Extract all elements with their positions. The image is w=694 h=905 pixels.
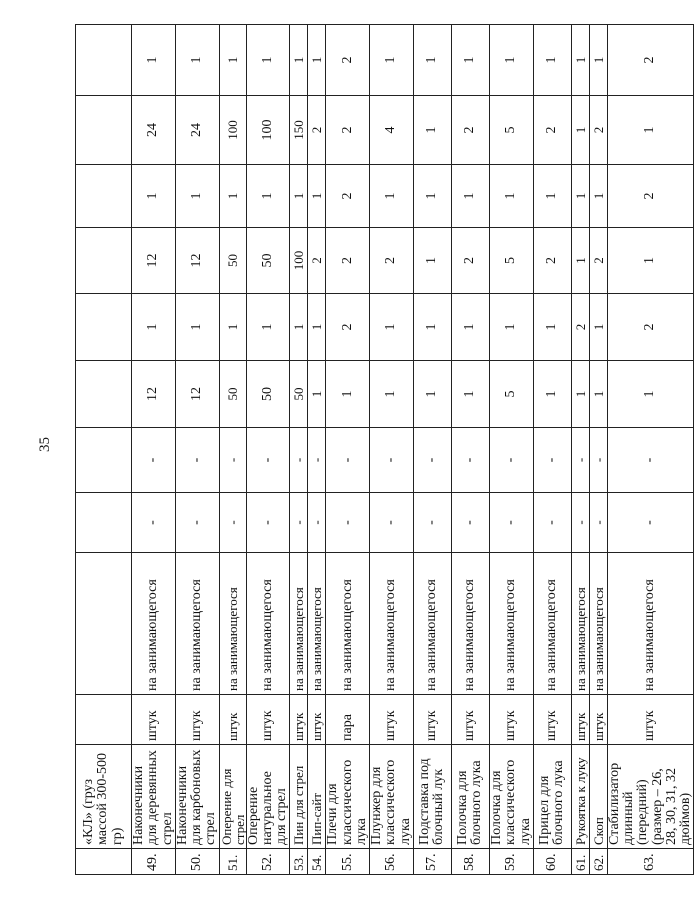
- cell-row-number: 62.: [589, 849, 607, 875]
- cell-col-8: 1: [413, 25, 451, 96]
- cell-unit: штук: [308, 695, 326, 745]
- cell-col-7: 24: [175, 96, 219, 165]
- cell-col-6: 1: [308, 165, 326, 228]
- cell-col-8: 1: [571, 25, 589, 96]
- cell-item-name: Наконечники для карбоновых стрел: [175, 745, 219, 849]
- cell-col-7: 2: [533, 96, 571, 165]
- table-row: [219, 25, 246, 875]
- cell-col-1: -: [589, 493, 607, 553]
- cell-col-7: 150: [290, 96, 308, 165]
- table-row: [589, 25, 607, 875]
- cell-col-2: -: [246, 428, 290, 493]
- cell-row-number: 51.: [219, 849, 246, 875]
- cell-col-8: 1: [451, 25, 489, 96]
- cell-col-8: 1: [533, 25, 571, 96]
- cell-item-name: Полочка для классического лука: [489, 745, 533, 849]
- cell-col-4: 1: [451, 294, 489, 361]
- page-number: 35: [37, 437, 53, 452]
- cell-col-4: 1: [132, 294, 176, 361]
- cell-col-7: 1: [607, 96, 694, 165]
- cell-empty: [76, 25, 132, 96]
- cell-item-name: Оперение натуральное для стрел: [246, 745, 290, 849]
- cell-row-number: 58.: [451, 849, 489, 875]
- cell-unit: штук: [413, 695, 451, 745]
- cell-col-2: -: [132, 428, 176, 493]
- cell-col-4: 1: [219, 294, 246, 361]
- cell-col-2: -: [290, 428, 308, 493]
- table-row: [246, 25, 290, 875]
- cell-col-2: -: [175, 428, 219, 493]
- cell-col-8: 1: [219, 25, 246, 96]
- cell-col-5: 5: [489, 228, 533, 294]
- cell-col-2: -: [219, 428, 246, 493]
- cell-col-5: 1: [571, 228, 589, 294]
- cell-basis: на занимающегося: [589, 553, 607, 695]
- cell-col-2: -: [370, 428, 414, 493]
- cell-unit: штук: [246, 695, 290, 745]
- cell-col-3: 1: [326, 361, 370, 428]
- cell-unit: пара: [326, 695, 370, 745]
- cell-col-4: 1: [489, 294, 533, 361]
- cell-row-number: 50.: [175, 849, 219, 875]
- cell-col-5: 100: [290, 228, 308, 294]
- cell-col-6: 1: [132, 165, 176, 228]
- cell-col-1: -: [132, 493, 176, 553]
- cell-col-1: -: [571, 493, 589, 553]
- cell-empty: [76, 228, 132, 294]
- cell-col-8: 1: [132, 25, 176, 96]
- cell-col-1: -: [219, 493, 246, 553]
- cell-col-5: 2: [308, 228, 326, 294]
- cell-row-number: 59.: [489, 849, 533, 875]
- cell-col-1: -: [175, 493, 219, 553]
- cell-col-5: 12: [132, 228, 176, 294]
- cell-col-2: -: [326, 428, 370, 493]
- cell-col-7: 4: [370, 96, 414, 165]
- cell-col-8: 2: [326, 25, 370, 96]
- cell-row-number: 49.: [132, 849, 176, 875]
- cell-col-7: 1: [413, 96, 451, 165]
- cell-basis: на занимающегося: [571, 553, 589, 695]
- cell-col-7: 2: [326, 96, 370, 165]
- cell-col-5: 12: [175, 228, 219, 294]
- cell-col-6: 1: [246, 165, 290, 228]
- cell-col-8: 1: [246, 25, 290, 96]
- cell-col-2: -: [533, 428, 571, 493]
- cell-empty: [76, 96, 132, 165]
- table-row: [326, 25, 370, 875]
- cell-col-7: 24: [132, 96, 176, 165]
- cell-col-5: 2: [589, 228, 607, 294]
- cell-col-5: 2: [370, 228, 414, 294]
- cell-row-number: 53.: [290, 849, 308, 875]
- table-row: [76, 25, 132, 875]
- table-row: [533, 25, 571, 875]
- cell-item-name: Полочка для блочного лука: [451, 745, 489, 849]
- cell-col-7: 2: [308, 96, 326, 165]
- cell-col-6: 1: [489, 165, 533, 228]
- cell-row-number: 52.: [246, 849, 290, 875]
- cell-col-2: -: [308, 428, 326, 493]
- cell-basis: на занимающегося: [413, 553, 451, 695]
- cell-row-number: 54.: [308, 849, 326, 875]
- cell-col-2: -: [589, 428, 607, 493]
- cell-col-3: 1: [451, 361, 489, 428]
- table-row: [451, 25, 489, 875]
- cell-empty: [76, 553, 132, 695]
- cell-basis: на занимающегося: [489, 553, 533, 695]
- cell-basis: на занимающегося: [219, 553, 246, 695]
- cell-col-1: -: [489, 493, 533, 553]
- cell-row-number: 61.: [571, 849, 589, 875]
- cell-col-7: 1: [571, 96, 589, 165]
- cell-col-6: 1: [571, 165, 589, 228]
- cell-col-3: 50: [246, 361, 290, 428]
- cell-item-name: Пип-сайт: [308, 745, 326, 849]
- cell-basis: на занимающегося: [290, 553, 308, 695]
- cell-col-6: 1: [219, 165, 246, 228]
- cell-col-5: 50: [246, 228, 290, 294]
- cell-empty: [76, 361, 132, 428]
- cell-col-3: 1: [413, 361, 451, 428]
- cell-col-1: -: [413, 493, 451, 553]
- cell-item-name: Оперение для стрел: [219, 745, 246, 849]
- cell-col-2: -: [607, 428, 694, 493]
- cell-col-8: 1: [370, 25, 414, 96]
- cell-col-2: -: [413, 428, 451, 493]
- table-row: [175, 25, 219, 875]
- cell-col-4: 2: [326, 294, 370, 361]
- cell-basis: на занимающегося: [533, 553, 571, 695]
- cell-unit: штук: [132, 695, 176, 745]
- cell-row-number: 55.: [326, 849, 370, 875]
- table-row: [290, 25, 308, 875]
- cell-empty: [76, 294, 132, 361]
- cell-col-1: -: [308, 493, 326, 553]
- cell-col-1: -: [533, 493, 571, 553]
- cell-col-7: 2: [451, 96, 489, 165]
- cell-col-8: 1: [489, 25, 533, 96]
- cell-unit: штук: [451, 695, 489, 745]
- cell-col-6: 1: [451, 165, 489, 228]
- cell-basis: на занимающегося: [326, 553, 370, 695]
- cell-col-5: 2: [326, 228, 370, 294]
- cell-col-2: -: [571, 428, 589, 493]
- cell-col-8: 1: [308, 25, 326, 96]
- table-row: [132, 25, 176, 875]
- cell-col-5: 50: [219, 228, 246, 294]
- cell-col-3: 50: [219, 361, 246, 428]
- cell-col-4: 1: [413, 294, 451, 361]
- cell-item-name: Пин для стрел: [290, 745, 308, 849]
- cell-item-name: Подставка под блочный лук: [413, 745, 451, 849]
- table-body: [76, 25, 694, 875]
- cell-item-name: Плечи для классического лука: [326, 745, 370, 849]
- cell-row-number: 63.: [607, 849, 694, 875]
- cell-col-5: 2: [533, 228, 571, 294]
- cell-unit: штук: [607, 695, 694, 745]
- cell-basis: на занимающегося: [370, 553, 414, 695]
- cell-unit: штук: [571, 695, 589, 745]
- cell-col-6: 1: [589, 165, 607, 228]
- cell-empty: [76, 695, 132, 745]
- cell-col-6: 1: [413, 165, 451, 228]
- cell-col-7: 2: [589, 96, 607, 165]
- cell-unit: штук: [219, 695, 246, 745]
- cell-col-5: 1: [413, 228, 451, 294]
- cell-col-6: 1: [533, 165, 571, 228]
- cell-row-number: 57.: [413, 849, 451, 875]
- cell-unit: штук: [533, 695, 571, 745]
- cell-col-1: -: [290, 493, 308, 553]
- cell-unit: штук: [489, 695, 533, 745]
- cell-col-1: -: [607, 493, 694, 553]
- cell-col-6: 1: [370, 165, 414, 228]
- cell-col-7: 100: [219, 96, 246, 165]
- cell-col-6: 2: [326, 165, 370, 228]
- cell-col-5: 2: [451, 228, 489, 294]
- cell-col-3: 1: [370, 361, 414, 428]
- table-row: [308, 25, 326, 875]
- cell-col-3: 1: [571, 361, 589, 428]
- cell-col-4: 1: [308, 294, 326, 361]
- cell-row-number: 60.: [533, 849, 571, 875]
- cell-empty: [76, 165, 132, 228]
- cell-col-4: 2: [571, 294, 589, 361]
- cell-col-8: 2: [607, 25, 694, 96]
- cell-col-3: 1: [533, 361, 571, 428]
- cell-basis: на занимающегося: [607, 553, 694, 695]
- cell-col-7: 100: [246, 96, 290, 165]
- cell-col-1: -: [246, 493, 290, 553]
- cell-col-1: -: [451, 493, 489, 553]
- rotated-table-container: [75, 25, 694, 875]
- cell-col-3: 1: [607, 361, 694, 428]
- cell-item-name: Скоп: [589, 745, 607, 849]
- cell-col-2: -: [489, 428, 533, 493]
- cell-item-name: Наконечники для деревянных стрел: [132, 745, 176, 849]
- cell-empty: [76, 428, 132, 493]
- cell-col-4: 1: [175, 294, 219, 361]
- cell-col-3: 12: [132, 361, 176, 428]
- cell-col-4: 1: [370, 294, 414, 361]
- cell-unit: штук: [589, 695, 607, 745]
- cell-basis: на занимающегося: [451, 553, 489, 695]
- cell-col-4: 1: [246, 294, 290, 361]
- cell-unit: штук: [370, 695, 414, 745]
- cell-unit: штук: [175, 695, 219, 745]
- cell-empty: [76, 493, 132, 553]
- cell-col-3: 1: [308, 361, 326, 428]
- cell-row-number: 56.: [370, 849, 414, 875]
- cell-col-4: 1: [589, 294, 607, 361]
- cell-col-4: 1: [533, 294, 571, 361]
- table-row: [607, 25, 694, 875]
- cell-col-3: 1: [589, 361, 607, 428]
- cell-col-8: 1: [290, 25, 308, 96]
- cell-col-7: 5: [489, 96, 533, 165]
- cell-basis: на занимающегося: [132, 553, 176, 695]
- table-row: [571, 25, 589, 875]
- cell-col-3: 5: [489, 361, 533, 428]
- cell-item-name: Рукоятка к луку: [571, 745, 589, 849]
- cell-basis: на занимающегося: [308, 553, 326, 695]
- cell-col-6: 1: [175, 165, 219, 228]
- cell-basis: на занимающегося: [175, 553, 219, 695]
- cell-col-4: 1: [290, 294, 308, 361]
- cell-empty: [76, 849, 132, 875]
- cell-col-6: 2: [607, 165, 694, 228]
- cell-item-name: Стабилизатор длинный (передний) (размер – 26, 28, 30, 31, 32 дюймов): [607, 745, 694, 849]
- table-row: [413, 25, 451, 875]
- cell-col-3: 50: [290, 361, 308, 428]
- cell-col-5: 1: [607, 228, 694, 294]
- cell-basis: на занимающегося: [246, 553, 290, 695]
- cell-item-name: Прицел для блочного лука: [533, 745, 571, 849]
- cell-col-2: -: [451, 428, 489, 493]
- cell-col-6: 1: [290, 165, 308, 228]
- table-row: [370, 25, 414, 875]
- cell-item-name: Плунжер для классического лука: [370, 745, 414, 849]
- cell-col-3: 12: [175, 361, 219, 428]
- cell-col-8: 1: [589, 25, 607, 96]
- header-cell-name: «КЛ» (груз массой 300-500 гр): [76, 745, 132, 849]
- cell-col-1: -: [326, 493, 370, 553]
- equipment-table: [75, 24, 694, 875]
- cell-col-1: -: [370, 493, 414, 553]
- cell-col-4: 2: [607, 294, 694, 361]
- table-row: [489, 25, 533, 875]
- cell-col-8: 1: [175, 25, 219, 96]
- cell-unit: штук: [290, 695, 308, 745]
